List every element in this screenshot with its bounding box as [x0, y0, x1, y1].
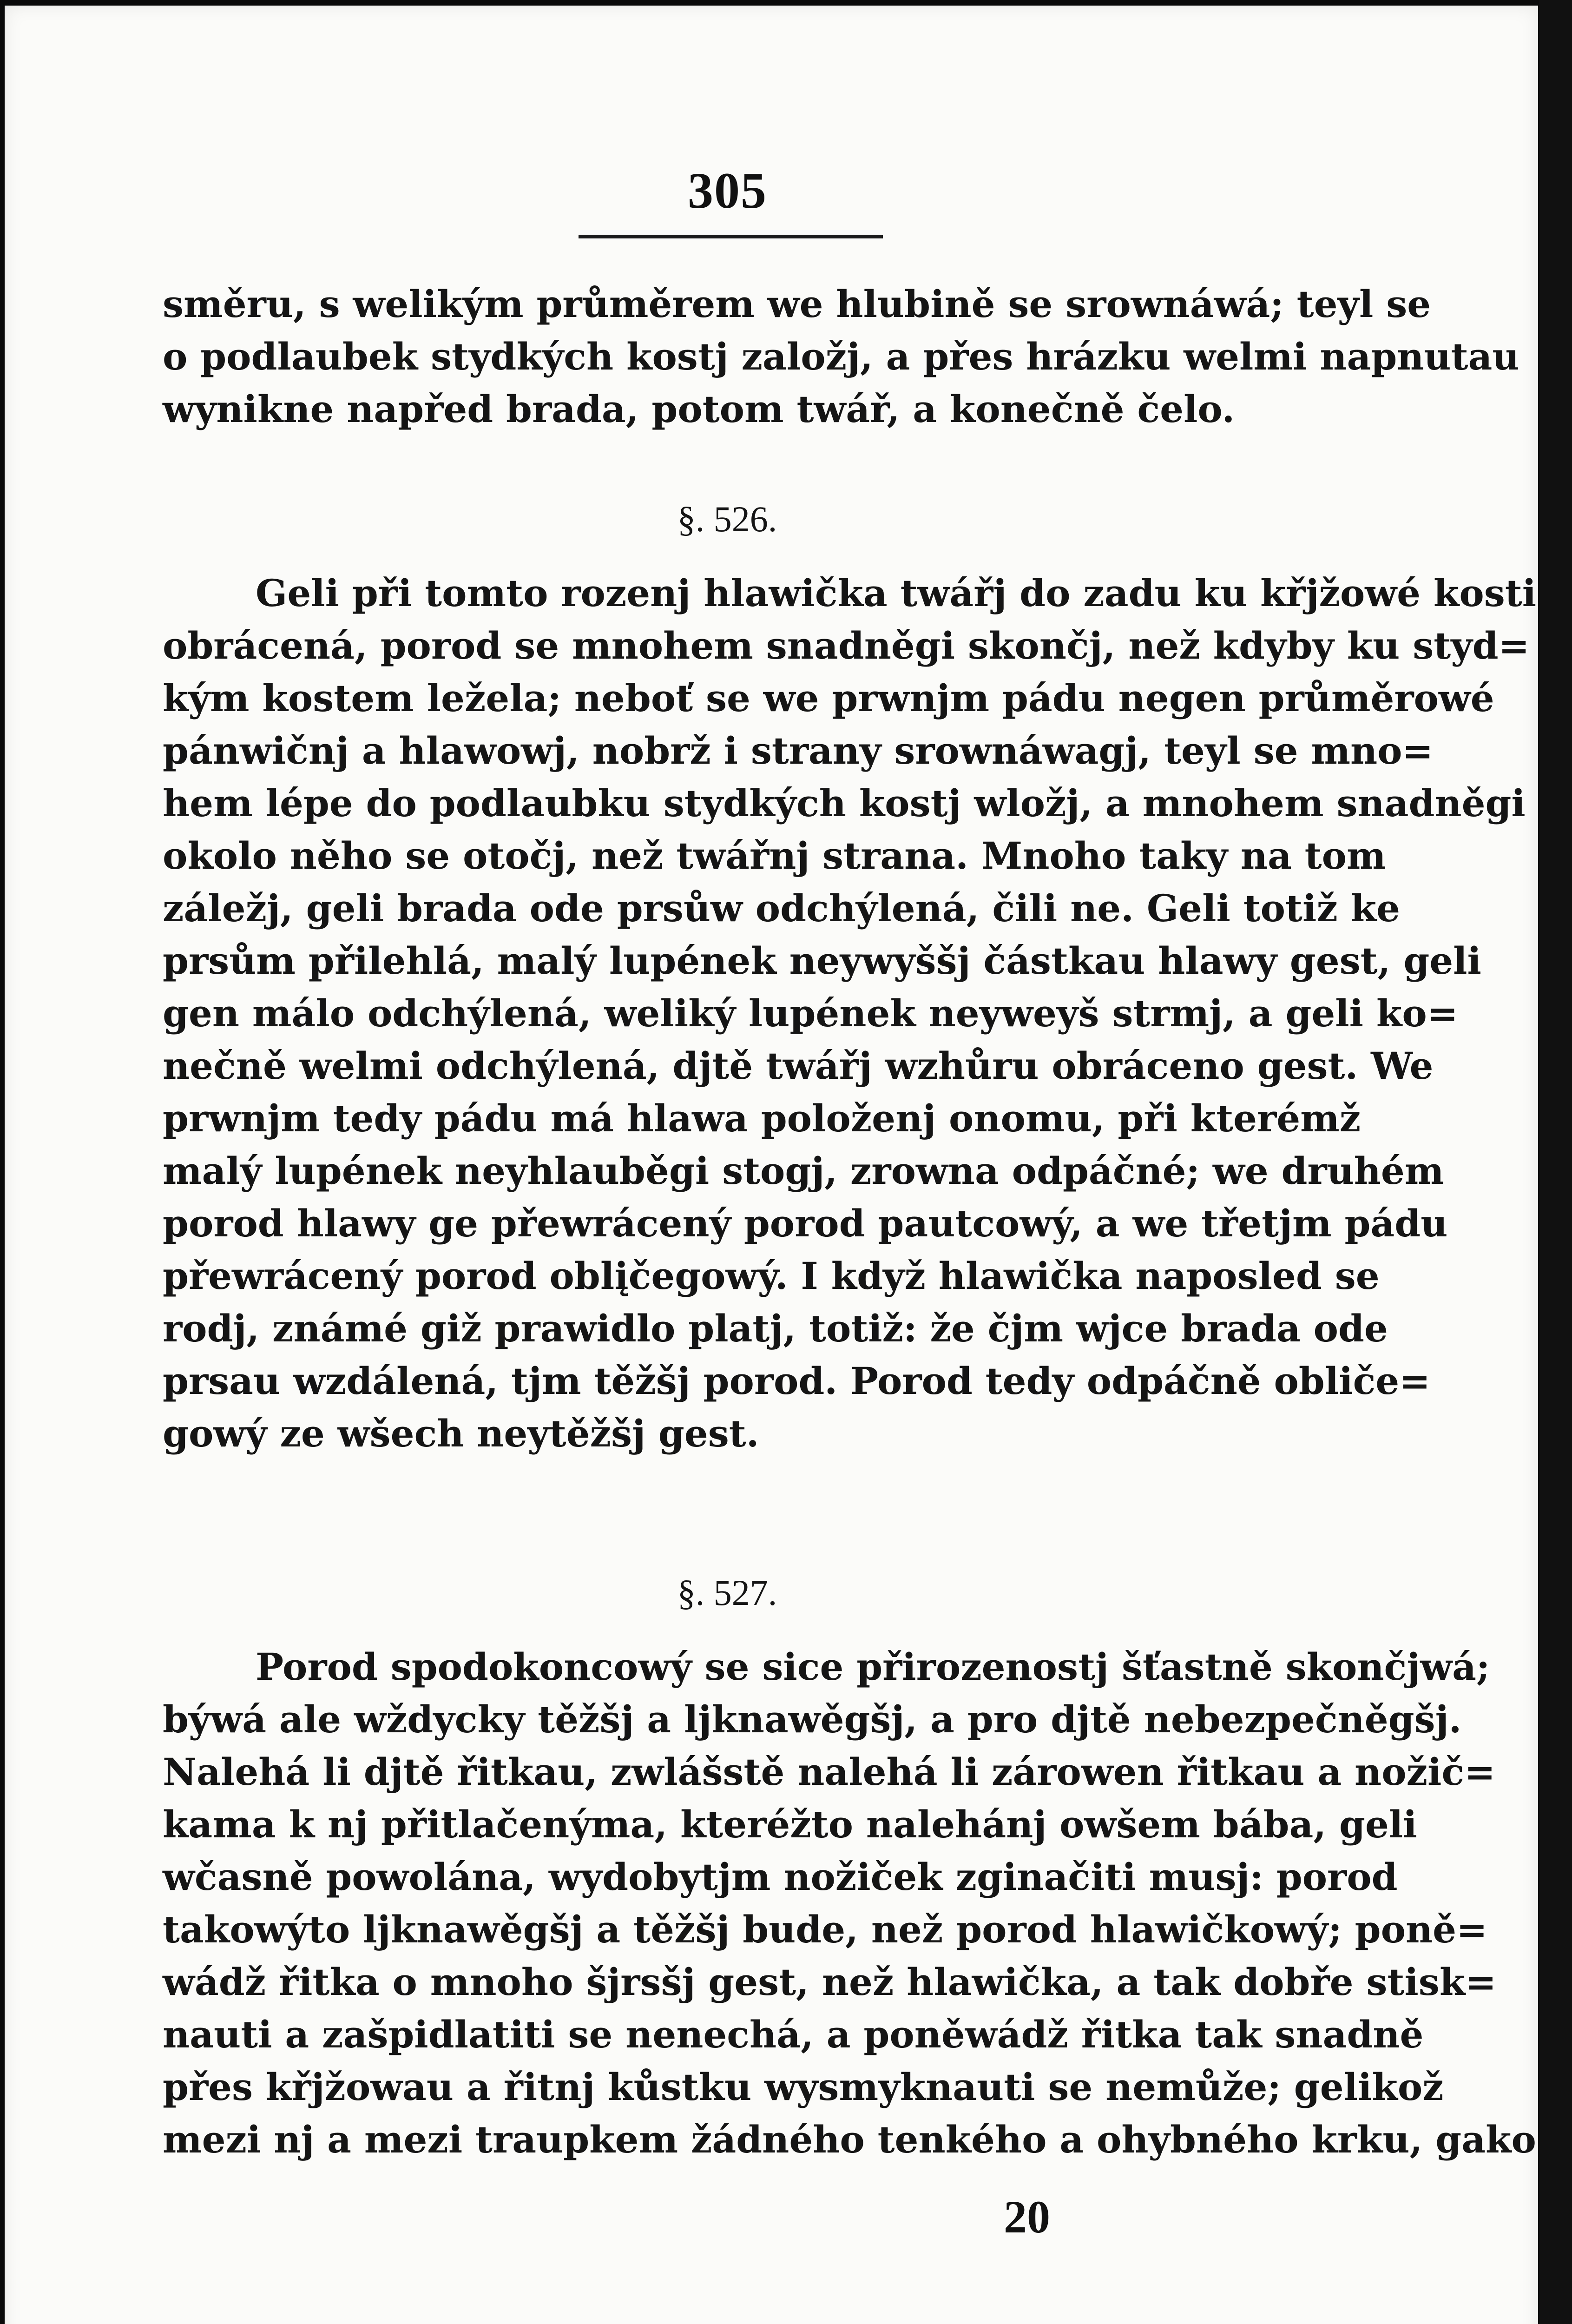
text-line: hem lépe do podlaubku stydkých kostj wložj, a mnohem snadněgi [163, 781, 1526, 825]
section-527-body [163, 1641, 1536, 2166]
text-line: nauti a zašpidlatiti se nenechá, a poněwádž řitka tak snadně [163, 2013, 1424, 2056]
text-line: takowýto ljknawěgšj a těžšj bude, než porod hlawičkowý; poně= [163, 1908, 1488, 1951]
text-line: záležj, geli brada ode prsůw odchýlená, čili ne. Geli totiž ke [163, 886, 1400, 930]
text-line: okolo něho se otočj, než twářnj strana. Mnoho taky na tom [163, 834, 1386, 878]
text-line: býwá ale wždycky těžšj a ljknawěgšj, a pro djtě nebezpečněgšj. [163, 1697, 1462, 1741]
section-526-body [163, 567, 1537, 1460]
text-line: prsům přilehlá, malý lupének neywyššj částkau hlawy gest, geli [163, 939, 1481, 983]
text-line: rodj, známé giž prawidlo platj, totiž: že čjm wjce brada ode [163, 1307, 1388, 1350]
text-line: wynikne napřed brada, potom twář, a konečně čelo. [163, 387, 1235, 431]
text-line: Geli při tomto rozenj hlawička twářj do zadu ku křjžowé kosti [256, 571, 1537, 615]
text-line: gen málo odchýlená, weliký lupének neyweyš strmj, a geli ko= [163, 991, 1458, 1035]
text-line: Nalehá li djtě řitkau, zwlášstě nalehá li zárowen řitkau a nožič= [163, 1750, 1496, 1794]
text-line: obrácená, porod se mnohem snadněgi skončj, než kdyby ku styd= [163, 624, 1530, 667]
text-line: wádž řitka o mnoho šjrsšj gest, než hlawička, a tak dobře stisk= [163, 1960, 1497, 2004]
text-line: nečně welmi odchýlená, djtě twářj wzhůru obráceno gest. We [163, 1044, 1434, 1088]
text-line: pánwičnj a hlawowj, nobrž i strany srownáwagj, teyl se mno= [163, 729, 1434, 772]
text-line: přes křjžowau a řitnj kůstku wysmyknauti se nemůže; gelikož [163, 2065, 1444, 2109]
paragraph-continuation [163, 278, 1519, 436]
text-line: směru, s welikým průměrem we hlubině se srownáwá; teyl se [163, 282, 1431, 326]
text-line: gowý ze wšech neytěžšj gest. [163, 1412, 759, 1455]
section-heading-527: §. 527. [677, 1572, 777, 1613]
text-line: Porod spodokoncowý se sice přirozenostj šťastně skončjwá; [256, 1645, 1490, 1689]
text-line: prwnjm tedy pádu má hlawa položenj onomu, při kterémž [163, 1096, 1361, 1140]
header-rule [579, 235, 883, 238]
section-heading-526: §. 526. [677, 499, 777, 539]
text-line: mezi nj a mezi traupkem žádného tenkého a ohybného krku, gako [163, 2118, 1536, 2161]
text-line: kým kostem ležela; neboť se we prwnjm pádu negen průměrowé [163, 676, 1494, 720]
text-line: kama k nj přitlačenýma, kteréžto nalehánj owšem bába, geli [163, 1802, 1417, 1846]
signature-mark: 20 [1004, 2191, 1050, 2243]
text-line: přewrácený porod oblįčegowý. I když hlawička naposled se [163, 1254, 1380, 1298]
text-line: prsau wzdálená, tjm těžšj porod. Porod tedy odpáčně obliče= [163, 1359, 1431, 1403]
text-line: porod hlawy ge přewrácený porod pautcowý, a we třetjm pádu [163, 1202, 1448, 1245]
scan-border [1539, 0, 1572, 2324]
text-line: malý lupének neyhlauběgi stogj, zrowna odpáčné; we druhém [163, 1149, 1444, 1193]
page-number: 305 [688, 162, 767, 219]
text-line: wčasně powolána, wydobytjm nožiček zginačiti musj: porod [163, 1855, 1398, 1899]
text-line: o podlaubek stydkých kostj založj, a přes hrázku welmi napnutau [163, 335, 1519, 378]
